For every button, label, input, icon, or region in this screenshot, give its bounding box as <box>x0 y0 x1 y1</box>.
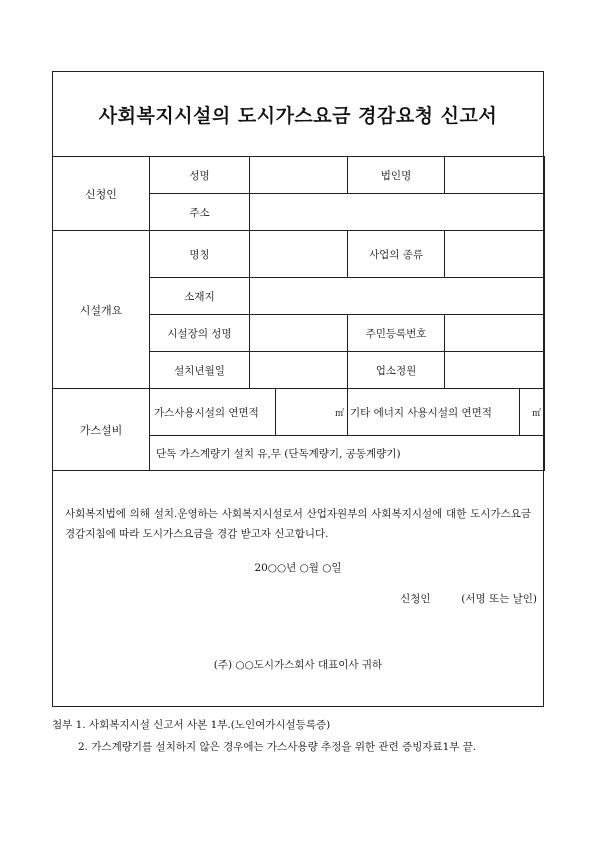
established-date-field[interactable] <box>250 352 348 389</box>
head-name-field[interactable] <box>250 315 348 352</box>
location-field[interactable] <box>250 278 545 315</box>
attachment-line-1: 첨부 1. 사회복지시설 신고서 사본 1부.(노인여가시설등록증) <box>52 719 331 731</box>
location-label: 소재지 <box>150 278 250 315</box>
signature-note: (서명 또는 날인) <box>461 593 537 605</box>
facility-title-field[interactable] <box>250 231 348 278</box>
gas-area-field[interactable] <box>276 389 348 436</box>
head-name-label: 시설장의 성명 <box>150 315 250 352</box>
gas-area-label: 가스사용시설의 연면적 <box>150 389 276 436</box>
signer-label: 신청인 <box>400 593 431 605</box>
facility-title-label: 명칭 <box>150 231 250 278</box>
application-form <box>52 71 544 707</box>
name-label: 성명 <box>150 157 250 194</box>
resident-no-label: 주민등록번호 <box>348 315 445 352</box>
applicant-row-1 <box>53 157 545 194</box>
corp-name-field[interactable] <box>445 157 545 194</box>
established-date-label: 설치년월일 <box>150 352 250 389</box>
resident-no-field[interactable] <box>445 315 545 352</box>
other-area-field[interactable] <box>520 389 545 436</box>
meter-label: 단독 가스계량기 설치 유,무 (단독계량기, 공동계량기) <box>150 436 545 471</box>
other-area-unit: ㎡ <box>531 408 541 419</box>
business-type-field[interactable] <box>445 231 545 278</box>
signer-line <box>53 591 537 606</box>
gas-area-unit: ㎡ <box>334 408 344 419</box>
employees-label: 업소정원 <box>348 352 445 389</box>
other-area-label: 기타 에너지 사용시설의 연면적 <box>348 389 520 436</box>
attachments <box>52 714 552 758</box>
gas-row-1 <box>53 389 545 436</box>
name-field[interactable] <box>250 157 348 194</box>
corp-name-label: 법인명 <box>348 157 445 194</box>
facility-row-1 <box>53 231 545 278</box>
address-field[interactable] <box>250 194 545 231</box>
business-type-label: 사업의 종류 <box>348 231 445 278</box>
recipient: (주) ○○도시가스회사 대표이사 귀하 <box>213 659 383 671</box>
application-date: 20○○년 ○월 ○일 <box>254 562 342 574</box>
declaration-text: 사회복지법에 의해 설치.운영하는 사회복지시설로서 산업자원부의 사회복지시설에 대한 도시가스요금 경감지침에 따라 도시가스요금을 경감 받고자 신고합니다. <box>65 508 531 540</box>
gas-section-label: 가스설비 <box>53 389 150 471</box>
facility-section-label: 시설개요 <box>53 231 150 389</box>
form-title: 사회복지시설의 도시가스요금 경감요청 신고서 <box>98 104 498 127</box>
applicant-section-label: 신청인 <box>53 157 150 231</box>
address-label: 주소 <box>150 194 250 231</box>
attachment-line-2: 2. 가스계량기를 설치하지 않은 경우에는 가스사용량 추정을 위한 관련 증빙자료1부 끝. <box>78 741 477 753</box>
employees-field[interactable] <box>445 352 545 389</box>
form-table <box>52 156 545 471</box>
